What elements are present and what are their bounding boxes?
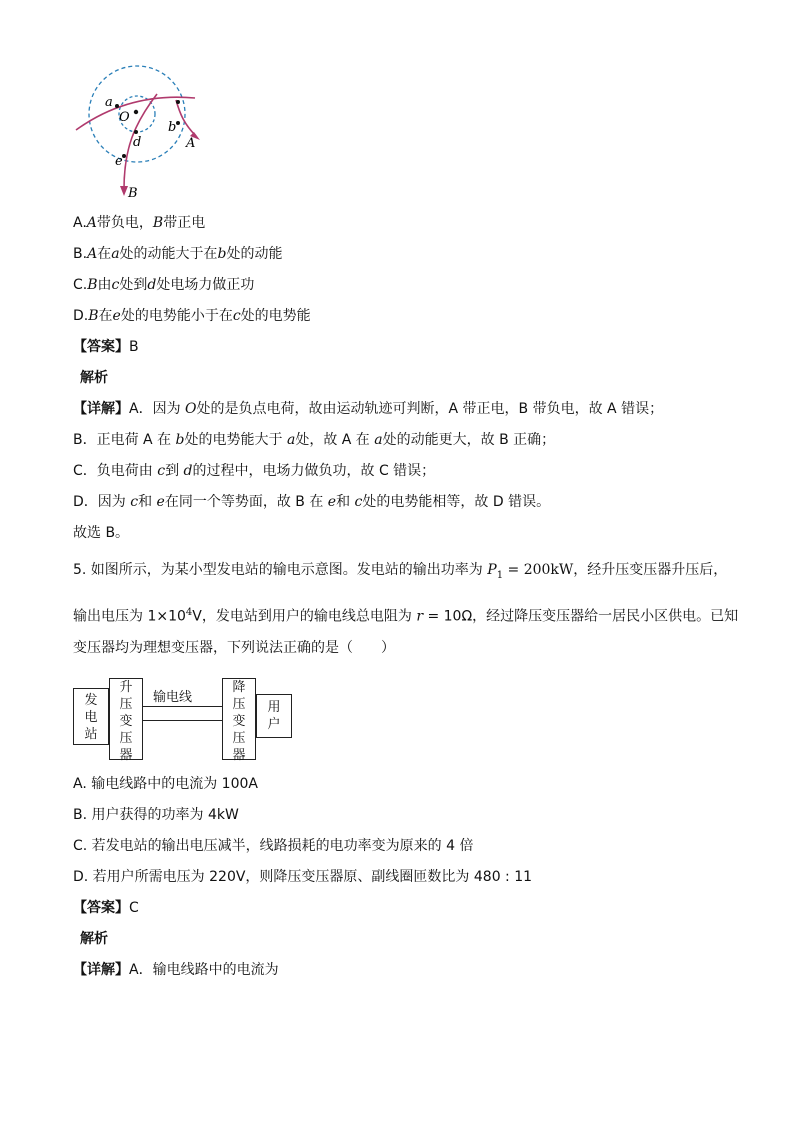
transmission-wire-top <box>143 706 222 707</box>
point-b <box>176 121 180 125</box>
q4-detail-a: 【详解】A．因为 O处的是负点电荷，故由运动轨迹可判断，A 带正电，B 带负电，故 A 错误； <box>73 401 664 417</box>
trajectory-A-tail <box>176 100 196 136</box>
q4-answer: 【答案】B <box>73 339 139 355</box>
label-b: b <box>168 120 177 135</box>
field-trajectory-figure <box>72 64 212 204</box>
q4-option-a: A.A带负电，B带正电 <box>73 215 206 231</box>
q4-conclusion: 故选 B。 <box>73 525 130 541</box>
user-box: 用 户 <box>256 694 292 738</box>
q5-analysis-heading: 解析 <box>80 931 108 947</box>
step-down-transformer-box: 降 压 变 压 器 <box>222 678 256 760</box>
point-a <box>115 104 119 108</box>
step-up-transformer-box: 升 压 变 压 器 <box>109 678 143 760</box>
q5-stem-line-3: 变压器均为理想变压器，下列说法正确的是（ ） <box>73 640 395 656</box>
label-e: e <box>115 154 123 169</box>
q4-detail-c: C．负电荷由 c到 d的过程中，电场力做负功，故 C 错误； <box>73 463 436 479</box>
point-O <box>134 110 138 114</box>
q4-option-d: D.B在e处的电势能小于在c处的电势能 <box>73 308 311 324</box>
q5-stem-line-1: 5. 如图所示，为某小型发电站的输电示意图。发电站的输出功率为 $P_1 = 200kW$，经升压变压器升压后， <box>73 562 728 581</box>
q5-option-d: D. 若用户所需电压为 220V，则降压变压器原、副线圈匝数比为 480 : 11 <box>73 869 533 885</box>
point-top <box>176 100 180 104</box>
q5-option-c: C. 若发电站的输出电压减半，线路损耗的电功率变为原来的 4 倍 <box>73 838 474 854</box>
q4-detail-d: D．因为 c和 e在同一个等势面，故 B 在 e和 c处的电势能相等，故 D 错误。 <box>73 494 551 510</box>
label-d: d <box>133 135 142 150</box>
q5-detail: 【详解】A．输电线路中的电流为 <box>73 962 279 978</box>
label-B: B <box>128 186 138 201</box>
q5-stem-line-2: 输出电压为 $1\times 10^4V$，发电站到用户的输电线总电阻为 r = 10Ω，经过降压变压器给一居民小区供电。已知 <box>73 607 739 625</box>
station-box: 发 电 站 <box>73 688 109 745</box>
q5-option-b: B. 用户获得的功率为 4kW <box>73 807 239 823</box>
q4-analysis-heading: 解析 <box>80 370 108 386</box>
point-d <box>134 130 138 134</box>
power-transmission-diagram <box>73 678 295 764</box>
transmission-wire-bottom <box>143 720 222 721</box>
q5-option-a: A. 输电线路中的电流为 100A <box>73 776 258 792</box>
q4-detail-b: B．正电荷 A 在 b处的电势能大于 a处，故 A 在 a处的动能更大，故 B 正确； <box>73 432 556 448</box>
label-A: A <box>186 136 196 151</box>
transmission-line-label: 输电线 <box>153 690 193 705</box>
arrow-B-head <box>120 186 128 196</box>
label-O: O <box>119 110 130 125</box>
q4-option-b: B.A在a处的动能大于在b处的动能 <box>73 246 283 262</box>
q4-option-c: C.B由c处到d处电场力做正功 <box>73 277 255 293</box>
label-a: a <box>105 95 113 110</box>
q5-answer: 【答案】C <box>73 900 139 916</box>
